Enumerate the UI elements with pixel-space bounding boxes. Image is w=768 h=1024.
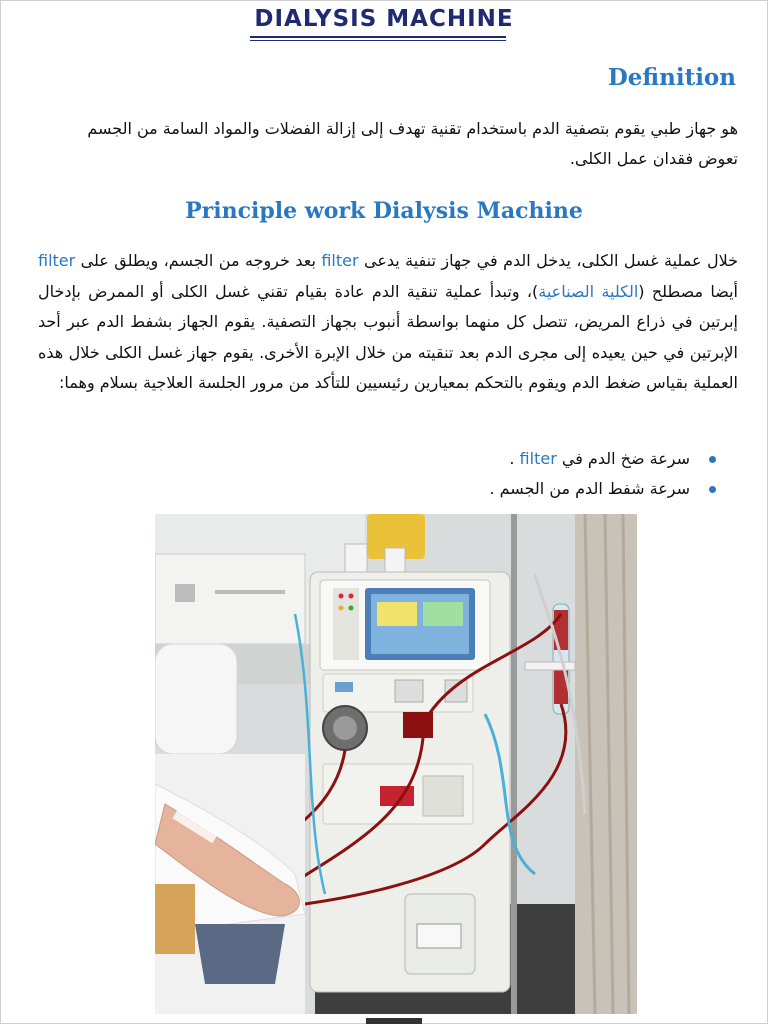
title-underline <box>250 36 506 38</box>
criteria-item-1: سرعة ضخ الدم في filter . <box>116 444 716 474</box>
dialysis-machine-photo <box>155 514 637 1014</box>
bullet-dot-icon <box>709 456 716 463</box>
artificial-kidney-term: الكلية الصناعية <box>538 281 639 301</box>
page-title: DIALYSIS MACHINE <box>254 6 514 32</box>
criteria-list <box>116 444 716 504</box>
definition-line-1: هو جهاز طبي يقوم بتصفية الدم باستخدام تقنية تهدف إلى إزالة الفضلات والمواد السامة من الجسم <box>87 119 738 138</box>
criteria-item-2: سرعة شفط الدم من الجسم . <box>116 474 716 504</box>
principle-seg-5: أيضا مصطلح ( <box>638 281 739 301</box>
principle-seg-3: بعد خروجه من الجسم، ويطلق على <box>75 251 322 270</box>
filter-term-3: filter <box>519 449 557 468</box>
principle-seg-1: خلال عملية غسل الكلى، يدخل الدم في جهاز تنفية يدعى <box>358 251 739 270</box>
page-bottom-mark <box>366 1018 422 1024</box>
filter-term-1: filter <box>321 251 359 270</box>
principle-heading: Principle work Dialysis Machine <box>185 198 583 224</box>
dialysis-machine-illustration <box>155 514 637 1014</box>
definition-line-2: تعوض فقدان عمل الكلى. <box>569 149 738 168</box>
title-underline-2 <box>250 40 506 41</box>
principle-paragraph <box>38 246 738 399</box>
principle-seg-7: )، وتبدأ عملية تنقية الدم عادة بقيام تقني غسل الكلى أو الممرض بإدخال إبرتين في ذراع المريض، تتصل كل منهما بواسطة أنبوب بجهاز التصفية. يقوم الجهاز بشفط الدم عبر أحد الإبرتين في حين يعيده إلى مجرى الدم بعد تنقيته من خلال الإبرة الأخرى. يقوم جهاز غسل الكلى خلال هذه العملية بقياس ضغط الدم ويقوم بالتحكم بمعيارين رئيسيين للتأكد من مرور الجلسة العلاجية بسلام وهما: <box>38 281 738 392</box>
definition-heading: Definition <box>607 64 736 91</box>
bullet-dot-icon <box>709 486 716 493</box>
filter-term-2: filter <box>38 251 76 270</box>
definition-text <box>26 114 738 174</box>
